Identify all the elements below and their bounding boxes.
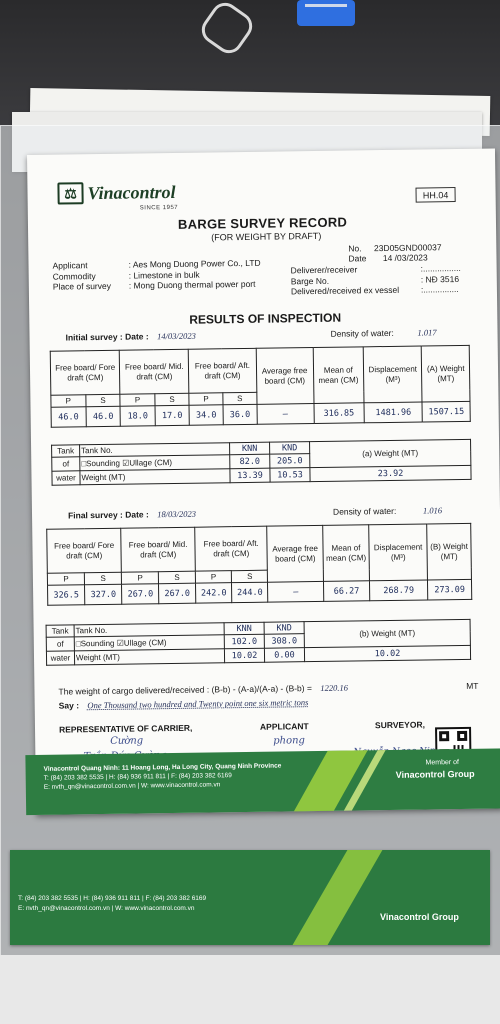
final-h-disp: Displacement (M³) <box>369 524 428 581</box>
footer-email: E: nvth_qn@vinacontrol.com.vn | W: www.vinacontrol.com.vn <box>43 781 221 791</box>
page-title: BARGE SURVEY RECORD <box>177 214 348 232</box>
applicant-sign-label: APPLICANT <box>259 721 309 732</box>
form-code: HH.04 <box>415 187 455 203</box>
tank-col: KND <box>264 622 304 635</box>
final-survey-line <box>68 505 468 521</box>
footer-address: Vinacontrol Quang Ninh: 11 Hoang Long, Ha Long City, Quang Ninh Province <box>43 762 282 773</box>
footer-member: Member of <box>425 759 460 767</box>
initial-draft-table <box>50 345 471 428</box>
no-label: No. <box>348 243 362 254</box>
final-h-mid: Free board/ Mid. draft (CM) <box>121 527 195 572</box>
table-surface <box>0 955 500 1024</box>
final-density-label: Density of water: <box>332 505 397 517</box>
tank-label: Tank <box>46 625 74 637</box>
ps-label: S <box>84 572 121 585</box>
since-label: SINCE 1957 <box>139 204 179 212</box>
delivered-label: Delivered/received ex vessel <box>290 284 400 297</box>
table-cell: 267.0 <box>122 584 159 605</box>
tank-col: KNN <box>224 622 264 635</box>
final-density: 1.016 <box>422 505 443 516</box>
final-h-mean: Mean of mean (CM) <box>323 525 370 582</box>
ps-label: S <box>158 571 195 584</box>
footer-phone: T: (84) 203 382 5535 | H: (84) 936 911 811 | F: (84) 203 382 6169 <box>43 772 232 782</box>
table-cell: – <box>268 581 324 602</box>
applicant-value: : Aes Mong Duong Power Co., LTD <box>128 257 261 270</box>
initial-density: 1.017 <box>417 327 437 338</box>
ps-label: S <box>86 394 121 406</box>
tank-label: Tank <box>52 445 80 457</box>
applicant-label: Applicant <box>52 260 88 271</box>
ullage-cell: 102.0 <box>224 634 264 649</box>
brand-name: Vinacontrol <box>87 181 176 203</box>
ps-label: S <box>155 393 190 405</box>
barge-label: Barge No. <box>290 275 330 286</box>
initial-date: 14/03/2023 <box>156 330 196 342</box>
initial-survey-line <box>65 327 465 343</box>
back-sheet-footer <box>10 850 490 945</box>
weight-label: Weight (MT) <box>80 469 230 485</box>
table-cell: 244.0 <box>232 582 268 603</box>
back-footer-group: Vinacontrol Group <box>380 912 459 922</box>
deliverer-value: :................ <box>420 262 461 274</box>
binder-clip <box>297 0 355 26</box>
info-left <box>52 260 111 292</box>
cargo-value: 1220.16 <box>320 682 348 693</box>
initial-h-avg: Average free board (CM) <box>256 348 314 405</box>
initial-density-label: Density of water: <box>330 327 394 339</box>
of-label: of <box>46 637 74 651</box>
barge-value: : NĐ 3516 <box>420 273 460 285</box>
table-cell: 242.0 <box>196 583 232 604</box>
surveyor-label: SURVEYOR, <box>374 719 425 731</box>
initial-h-aft: Free board/ Aft. draft (CM) <box>188 348 256 393</box>
final-h-avg: Average free board (CM) <box>267 525 323 582</box>
final-h-aft: Free board/ Aft. draft (CM) <box>195 526 268 571</box>
table-cell: 46.0 <box>86 406 121 426</box>
place-value: : Mong Duong thermal power port <box>128 278 256 291</box>
deliverer-label: Deliverer/receiver <box>290 264 358 276</box>
document-footer <box>25 748 500 815</box>
commodity-value: : Limestone in bulk <box>128 269 200 281</box>
ps-label: P <box>47 573 84 586</box>
a-weight-label: (a) Weight (MT) <box>310 439 471 467</box>
sounding-label: □Sounding ☑Ullage (CM) <box>74 635 224 651</box>
scales-icon: ⚖ <box>57 182 83 204</box>
weight-cell: 0.00 <box>264 648 304 663</box>
cargo-unit: MT <box>466 680 479 691</box>
final-draft-table <box>46 523 472 606</box>
ps-label: P <box>51 395 86 407</box>
ps-label: P <box>195 571 231 584</box>
of-label: of <box>52 457 80 471</box>
weight-cell: 13.39 <box>230 468 270 483</box>
initial-tank-table <box>51 439 472 486</box>
ps-label: P <box>189 393 223 405</box>
initial-label: Initial survey : Date : <box>65 331 149 343</box>
date-label: Date <box>348 253 367 264</box>
info-values <box>128 258 261 291</box>
footer-stripe <box>294 750 368 811</box>
b-weight-label: (b) Weight (MT) <box>304 619 470 647</box>
carrier-label: REPRESENTATIVE OF CARRIER, <box>58 722 193 735</box>
page-subtitle: (FOR WEIGHT BY DRAFT) <box>211 230 322 243</box>
table-cell: 34.0 <box>189 405 223 425</box>
water-label: water <box>52 471 80 485</box>
place-label: Place of survey <box>52 280 112 292</box>
table-cell: 267.0 <box>159 583 196 604</box>
say-value: One Thousand two hundred and Twenty point one six metric tons <box>87 697 309 711</box>
record-date <box>348 252 427 264</box>
table-cell: 273.09 <box>428 579 472 600</box>
commodity-label: Commodity <box>52 270 96 282</box>
ps-label: S <box>232 570 268 583</box>
carrier-signature: Cường <box>110 735 144 747</box>
table-cell: 17.0 <box>155 405 190 425</box>
initial-h-fore: Free board/ Fore draft (CM) <box>50 350 120 395</box>
ullage-cell: 308.0 <box>264 634 304 649</box>
ullage-cell: 82.0 <box>230 454 270 469</box>
footer-group: Vinacontrol Group <box>395 768 475 780</box>
table-cell: 46.0 <box>51 407 86 427</box>
final-label: Final survey : Date : <box>67 509 149 521</box>
final-h-weight: (B) Weight (MT) <box>427 523 472 580</box>
weight-cell: 10.02 <box>224 648 264 663</box>
final-h-fore: Free board/ Fore draft (CM) <box>47 528 122 573</box>
b-weight-value: 10.02 <box>304 645 470 661</box>
results-title: RESULTS OF INSPECTION <box>189 310 342 327</box>
initial-h-weight: (A) Weight (MT) <box>422 345 470 402</box>
sounding-label: □Sounding ☑Ullage (CM) <box>80 455 230 471</box>
back-footer-email: E: nvth_qn@vinacontrol.com.vn | W: www.vinacontrol.com.vn <box>18 905 195 912</box>
back-stripe <box>293 850 383 945</box>
applicant-signature: phong <box>273 735 305 747</box>
date-value: 14 /03/2023 <box>382 252 428 264</box>
weight-label: Weight (MT) <box>74 649 224 665</box>
table-cell: – <box>257 404 314 425</box>
weight-cell: 10.53 <box>270 468 310 483</box>
say-line <box>59 695 484 711</box>
say-label: Say : <box>58 700 80 711</box>
final-tank-table <box>46 619 472 666</box>
ps-label: P <box>120 394 155 406</box>
table-cell: 36.0 <box>223 404 257 424</box>
table-cell: 66.27 <box>323 581 370 602</box>
table-cell: 18.0 <box>120 406 155 426</box>
table-cell: 316.85 <box>314 403 365 424</box>
table-cell: 1507.15 <box>422 401 470 422</box>
vinacontrol-logo <box>57 181 175 205</box>
tank-col: KND <box>270 442 310 455</box>
table-cell: 268.79 <box>370 580 428 601</box>
water-label: water <box>46 651 74 665</box>
tank-no-label: Tank No. <box>80 443 230 457</box>
no-value: 23D05GND00037 <box>373 242 442 254</box>
paper-clip <box>196 0 257 59</box>
final-date: 18/03/2023 <box>157 508 196 520</box>
cargo-label: The weight of cargo delivered/received : (B-b) - (A-a)/(A-a) - (B-b) = <box>58 683 312 697</box>
ps-label: S <box>223 392 257 404</box>
ullage-cell: 205.0 <box>270 454 310 469</box>
initial-h-mean: Mean of mean (CM) <box>313 347 364 404</box>
a-weight-value: 23.92 <box>310 465 471 481</box>
info-right <box>291 264 400 297</box>
back-footer-phone: T: (84) 203 382 5535 | H: (84) 936 911 811 | F: (84) 203 382 6169 <box>18 895 207 902</box>
delivered-value: :............... <box>420 283 459 295</box>
tank-no-label: Tank No. <box>74 623 224 637</box>
table-cell: 326.5 <box>48 585 85 606</box>
table-cell: 1481.96 <box>364 402 423 423</box>
initial-h-disp: Displacement (M³) <box>363 346 422 403</box>
table-cell: 327.0 <box>85 584 122 605</box>
tank-col: KNN <box>230 442 270 455</box>
barge-survey-record <box>27 148 500 814</box>
ps-label: P <box>122 572 159 585</box>
initial-h-mid: Free board/ Mid. draft (CM) <box>120 349 189 394</box>
info-right-values <box>421 263 462 295</box>
